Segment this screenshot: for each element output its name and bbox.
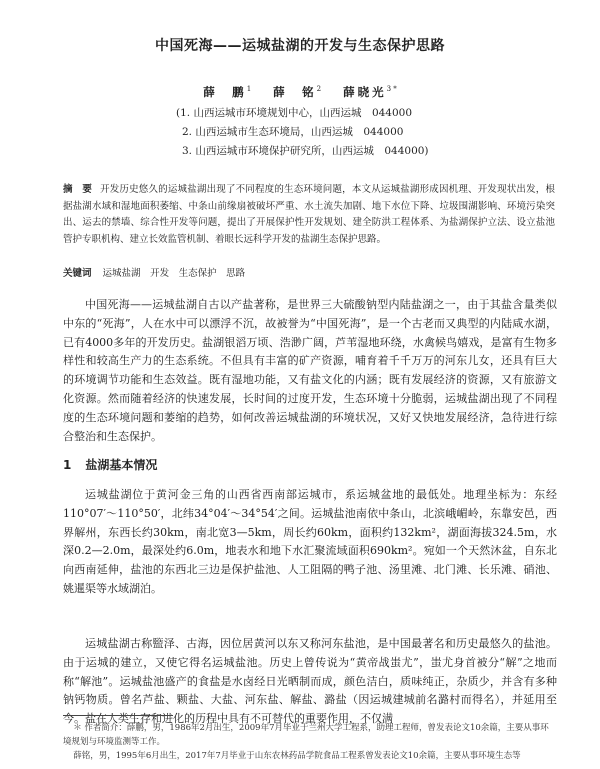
abstract [63, 182, 555, 248]
body-paragraph: 运城盐湖位于黄河金三角的山西省西南部运城市，系运城盆地的最低处。地理坐标为：东经110°07′～110°50′，北纬34°04′～34°54′之间。运城盐池南依中条山，北滨峨嵋岭，东靠安邑，西界解州，东西长约30km，南北宽3—5km，周长约60km，面积约132km²，湖面海拔324.5m，水深0.2—2.0m，最深处约6.0m，地表水和地下水汇聚流域面积690km²。宛如一个天然沐盆，自东北向西南延伸，盐池的东西北三边是保护盐池、人工阻隔的鸭子池、汤里滩、北门滩、长乐滩、硝池、姚暹渠等水域湖泊。 [63, 488, 557, 595]
section-title: 盐湖基本情况 [85, 458, 158, 472]
affiliation: (1. 山西运城市环境规划中心，山西运城 044000 [176, 107, 413, 119]
author: 薛晓光$^{3 *}$ [343, 85, 397, 99]
keyword: 生态保护 [178, 268, 217, 279]
footnote-divider [63, 715, 173, 716]
affiliation-list [176, 104, 429, 161]
paper-title: 中国死海——运城盐湖的开发与生态保护思路 [155, 38, 445, 54]
author-list [0, 84, 600, 100]
affiliation: 3. 山西运城市环境保护研究所，山西运城 044000) [182, 145, 429, 157]
footnote: 薛铭，男，1995年6月出生，2017年7月毕业于山东农林药品学院食品工程系曾发表论文10余篇，主要从事环境生态等 [73, 751, 521, 761]
body-paragraph: 运城盐湖古称盬泽、古海，因位居黄河以东又称河东盐池，是中国最著名和历史最悠久的盐池。由于运城的建立，又使它得名运城盐池。历史上曾传说为“黄帝战蚩尤”，蚩尤身首被分“解”之地而称“解池”。运城盐池盛产的食盐是水卤经日光晒制而成，颜色洁白，质味纯正，杂质少，并含有多种钠钙物质。曾名芦盐、颗盐、大盐、河东盐、解盐、潞盐（因运城建城前名潞村而得名），并延用至今。盐在人类生存和进化的历程中具有不可替代的重要作用，不仅满 [63, 637, 557, 726]
abstract-label: 摘 要 [63, 184, 93, 195]
affiliation: 2. 山西运城市生态环境局，山西运城 044000 [182, 126, 404, 138]
footnote: ＊ 作者简介：薛鹏，男，1986年2月出生，2009年7月毕业于兰州大学工程系，助理工程师，曾发表论文10余篇，主要从事环境规划与环境监测等工作。 [63, 723, 549, 747]
abstract-text: 开发历史悠久的运城盐湖出现了不同程度的生态环境问题，本文从运城盐湖形成因机理、开发现状出发，根据盐湖水域和湿地面积萎缩、中条山前缘扇被破坏严重、水土流失加剧、地下水位下降、垃圾围湖影响、环境污染突出、运去的禁墙、综合性开发等问题，提出了开展保护性开发规划、建全防洪工程体系、为盐湖保护立法、设立盐池管护专职机构、建立长效监管机制、着眼长远科学开发的盐湖生态保护思路。 [63, 184, 555, 245]
intro-paragraph: 中国死海——运城盐湖自古以产盐著称，是世界三大硫酸钠型内陆盐湖之一，由于其盐含量类似中东的“死海”，人在水中可以漂浮不沉，故被誉为“中国死海”，是一个古老而又典型的内陆咸水湖，已有4000多年的开发历史。盐湖银滔万顷、浩渺广阔，芦苇湿地环绕，水禽候鸟嬉戏，是富有生物多样性和较高生产力的生态系统。不但具有丰富的矿产资源，哺育着千千万万的河东儿女，还具有巨大的环境调节功能和生态效益。既有湿地功能，又有盐文化的内涵；既有发展经济的资源，又有旅游文化资源。然而随着经济的快速发展，长时间的过度开发，生态环境十分脆弱，运城盐湖出现了不同程度的生态环境问题和萎缩的趋势，如何改善运城盐湖的环境状况，又好又快地发展经济，急待进行综合整治和生态保护。 [63, 298, 557, 443]
keyword: 开发 [150, 268, 170, 279]
keyword: 思路 [226, 268, 246, 279]
footnotes [63, 721, 557, 763]
section-number: 1 [63, 458, 72, 472]
keywords-label: 关键词 [63, 268, 92, 279]
section-heading [63, 456, 157, 473]
keyword: 运城盐湖 [102, 268, 141, 279]
keywords [63, 265, 245, 279]
author: 薛 铭$^2$ [273, 85, 322, 99]
author: 薛 鹏$^1$ [203, 85, 252, 99]
